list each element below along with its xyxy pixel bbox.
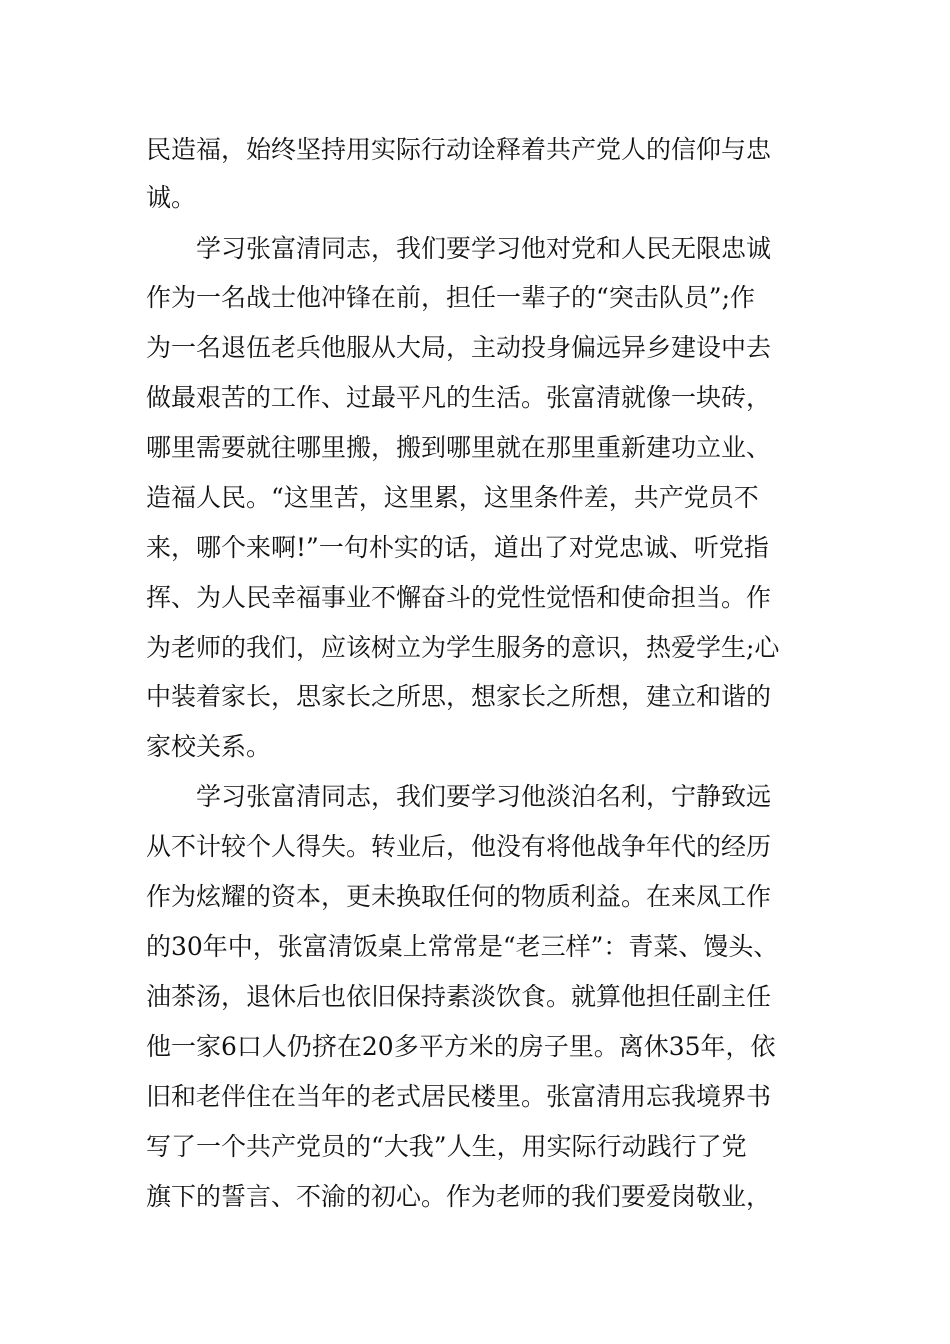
paragraph-start-line: 学习张富清同志，我们要学习他淡泊名利，宁静致远: [196, 782, 772, 811]
text-line: 旧和老伴住在当年的老式居民楼里。张富清用忘我境界书: [146, 1082, 772, 1111]
text-line: 哪里需要就往哪里搬，搬到哪里就在那里重新建功立业、: [146, 433, 772, 462]
text-line: 民造福，始终坚持用实际行动诠释着共产党人的信仰与忠: [146, 135, 772, 164]
text-line: 作为一名战士他冲锋在前，担任一辈子的“突击队员”;作: [146, 283, 755, 312]
text-line: 他一家6口人仍挤在20多平方米的房子里。离休35年，依: [146, 1032, 776, 1061]
text-line: 挥、为人民幸福事业不懈奋斗的党性觉悟和使命担当。作: [146, 583, 772, 612]
text-line: 为老师的我们，应该树立为学生服务的意识，热爱学生;心: [146, 633, 780, 662]
text-line: 作为炫耀的资本，更未换取任何的物质利益。在来凤工作: [146, 882, 772, 911]
text-line: 从不计较个人得失。转业后，他没有将他战争年代的经历: [146, 832, 772, 861]
text-line: 做最艰苦的工作、过最平凡的生活。张富清就像一块砖，: [146, 383, 772, 412]
text-line: 油茶汤，退休后也依旧保持素淡饮食。就算他担任副主任: [146, 982, 772, 1011]
text-line: 中装着家长，思家长之所思，想家长之所想，建立和谐的: [146, 682, 772, 711]
paragraph-start-line: 学习张富清同志，我们要学习他对党和人民无限忠诚: [196, 234, 772, 263]
text-line: 诚。: [146, 183, 197, 212]
text-line: 为一名退伍老兵他服从大局，主动投身偏远异乡建设中去: [146, 333, 772, 362]
text-line: 造福人民。“这里苦，这里累，这里条件差，共产党员不: [146, 483, 759, 512]
text-line: 的30年中，张富清饭桌上常常是“老三样”：青菜、馒头、: [146, 932, 779, 961]
text-line: 写了一个共产党员的“大我”人生，用实际行动践行了党: [146, 1132, 747, 1161]
text-line: 旗下的誓言、不渝的初心。作为老师的我们要爱岗敬业，: [146, 1182, 772, 1211]
text-line: 家校关系。: [146, 732, 272, 761]
text-line: 来，哪个来啊!”一句朴实的话，道出了对党忠诚、听党指: [146, 533, 769, 562]
